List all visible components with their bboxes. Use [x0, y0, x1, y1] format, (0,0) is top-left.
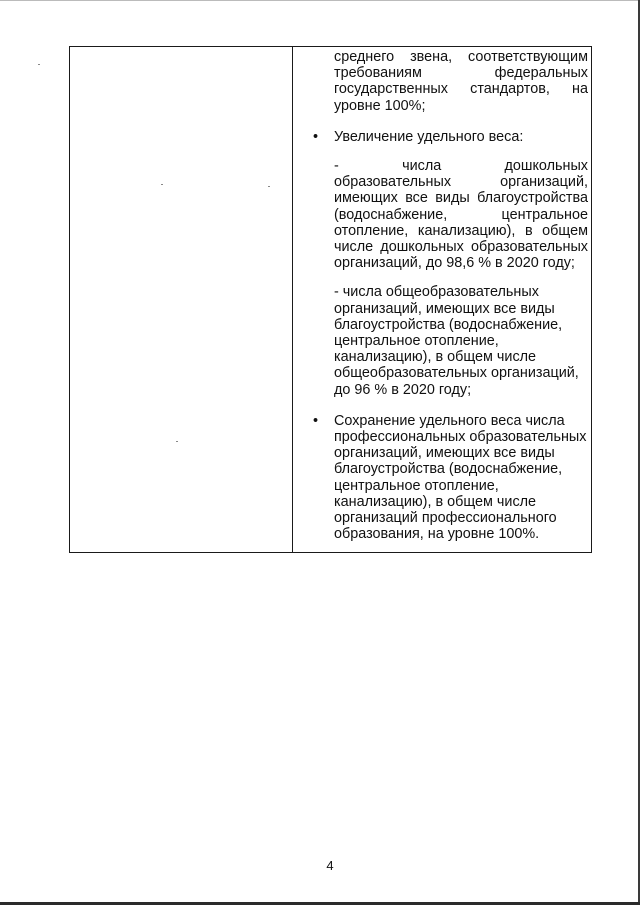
scan-top-edge	[0, 0, 640, 1]
bullet-icon: •	[313, 412, 319, 429]
table-column-divider	[292, 47, 293, 552]
bullet-heading: Увеличение удельного веса:	[334, 128, 524, 145]
table-right-cell	[309, 49, 588, 542]
bullet-icon: •	[313, 128, 319, 145]
content-table	[69, 46, 592, 553]
bullet-text: Сохранение удельного веса числа профессиональных образовательных организаций, имеющих все виды благоустройства (водоснабжение, центральное отопление, канализацию), в общем числе организаций профессионального образования, на уровне 100%.	[334, 412, 587, 543]
sub-item-preschool: - числа дошкольных образовательных организаций, имеющих все виды благоустройства (водоснабжение, центральное отопление, канализацию), в общем числе дошкольных образовательных организаций, до 98,6 % в 2020 году;	[334, 158, 588, 272]
continued-paragraph: среднего звена, соответствующим требованиям федеральных государственных стандартов, на уровне 100%;	[334, 49, 588, 114]
page-number: 4	[326, 858, 334, 873]
scan-speck	[38, 64, 40, 65]
sub-item-general-education: - числа общеобразовательных организаций, имеющих все виды благоустройства (водоснабжение, центральное отопление, канализацию), в общем числе общеобразовательных организаций, до 96 % в 2020 году;	[334, 284, 579, 398]
bullet-item-increase	[309, 129, 588, 145]
bullet-item-preserve	[309, 413, 588, 543]
